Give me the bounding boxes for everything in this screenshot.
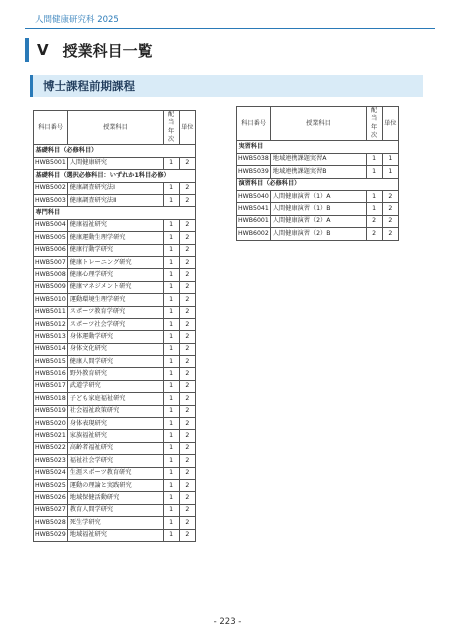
course-credits: 1	[382, 153, 398, 165]
course-code: HWB5022	[34, 442, 68, 454]
course-year: 1	[366, 153, 382, 165]
chapter-accent-bar	[25, 38, 29, 62]
course-year: 1	[366, 166, 382, 178]
course-credits: 2	[179, 244, 195, 256]
page-number: - 223 -	[213, 617, 242, 627]
table-row	[237, 191, 399, 203]
category-row	[34, 145, 196, 157]
course-credits: 2	[179, 467, 195, 479]
header-code: 科目番号	[34, 111, 68, 145]
table-row	[237, 203, 399, 215]
course-code: HWB5018	[34, 393, 68, 405]
table-row	[34, 430, 196, 442]
course-year: 1	[163, 455, 179, 467]
course-credits: 2	[179, 256, 195, 268]
course-year: 2	[366, 215, 382, 227]
course-name: 家族福祉研究	[68, 430, 163, 442]
course-year: 2	[366, 228, 382, 240]
course-name: 健康福祉研究	[68, 219, 163, 231]
table-row	[34, 256, 196, 268]
course-name: 高齢者福祉研究	[68, 442, 163, 454]
course-year: 1	[163, 504, 179, 516]
course-credits: 2	[179, 182, 195, 194]
course-code: HWB5017	[34, 380, 68, 392]
course-name: 野外教育研究	[68, 368, 163, 380]
course-name: 身体運動学研究	[68, 331, 163, 343]
table-row	[34, 467, 196, 479]
chapter-heading	[25, 38, 153, 62]
table-row	[34, 195, 196, 207]
course-credits: 2	[179, 479, 195, 491]
course-name: 地域保健活動研究	[68, 492, 163, 504]
course-year: 1	[163, 219, 179, 231]
course-name: スポーツ教育学研究	[68, 306, 163, 318]
course-code: HWB5009	[34, 281, 68, 293]
course-name: 身体表現研究	[68, 418, 163, 430]
course-code: HWB5012	[34, 318, 68, 330]
course-year: 1	[163, 479, 179, 491]
table-row	[34, 281, 196, 293]
course-year: 1	[163, 529, 179, 541]
chapter-number: V	[37, 41, 49, 59]
course-name: 死生学研究	[68, 517, 163, 529]
course-code: HWB5039	[237, 166, 271, 178]
section-title: 博士課程前期課程	[43, 79, 135, 93]
course-name: 健康人間学研究	[68, 356, 163, 368]
course-year: 1	[163, 269, 179, 281]
course-code: HWB5016	[34, 368, 68, 380]
course-code: HWB5011	[34, 306, 68, 318]
course-name: 人間健康研究	[68, 157, 163, 169]
category-row	[237, 178, 399, 190]
course-code: HWB6002	[237, 228, 271, 240]
header-year: 配当 年次	[163, 111, 179, 145]
course-name: 健康調査研究法Ⅱ	[68, 195, 163, 207]
category-row	[237, 141, 399, 153]
table-row	[34, 244, 196, 256]
table-row	[34, 294, 196, 306]
course-name: 人間健康演習（1）B	[271, 203, 366, 215]
course-code: HWB5001	[34, 157, 68, 169]
course-code: HWB5026	[34, 492, 68, 504]
section-accent-bar	[30, 75, 33, 97]
course-credits: 2	[179, 405, 195, 417]
header-year: 配当 年次	[366, 107, 382, 141]
running-header: 人間健康研究科 2025	[35, 15, 119, 25]
course-year: 1	[163, 343, 179, 355]
course-credits: 2	[179, 504, 195, 516]
table-row	[34, 393, 196, 405]
course-year: 1	[163, 442, 179, 454]
course-credits: 2	[179, 418, 195, 430]
course-credits: 1	[382, 166, 398, 178]
course-credits: 2	[179, 368, 195, 380]
course-name: 健康運動生理学研究	[68, 232, 163, 244]
table-row	[34, 269, 196, 281]
table-row	[34, 368, 196, 380]
course-year: 1	[163, 331, 179, 343]
course-name: 生涯スポーツ教育研究	[68, 467, 163, 479]
course-table-left	[33, 110, 196, 542]
course-year: 1	[163, 232, 179, 244]
course-name: 人間健康演習（2）A	[271, 215, 366, 227]
course-name: 地域福祉研究	[68, 529, 163, 541]
table-row	[34, 442, 196, 454]
course-name: 身体文化研究	[68, 343, 163, 355]
header-subject: 授業科目	[68, 111, 163, 145]
category-row	[34, 170, 196, 182]
course-year: 1	[163, 281, 179, 293]
course-credits: 2	[382, 191, 398, 203]
header-credits: 単位	[179, 111, 195, 145]
course-year: 1	[163, 244, 179, 256]
table-row	[34, 479, 196, 491]
chapter-title: 授業科目一覧	[62, 41, 153, 60]
table-row	[34, 343, 196, 355]
table-row	[34, 492, 196, 504]
course-name: 社会福祉政策研究	[68, 405, 163, 417]
course-name: 健康調査研究法Ⅰ	[68, 182, 163, 194]
course-name: 人間健康演習（1）A	[271, 191, 366, 203]
course-credits: 2	[179, 455, 195, 467]
course-name: 武道学研究	[68, 380, 163, 392]
table-row	[237, 215, 399, 227]
table-row	[34, 182, 196, 194]
table-row	[34, 356, 196, 368]
table-header-row	[237, 107, 399, 141]
category-row	[34, 207, 196, 219]
course-credits: 2	[179, 195, 195, 207]
table-row	[34, 306, 196, 318]
course-year: 1	[163, 294, 179, 306]
table-row	[34, 517, 196, 529]
course-credits: 2	[179, 492, 195, 504]
table-header-row	[34, 111, 196, 145]
table-row	[34, 219, 196, 231]
course-name: 運動の理論と実践研究	[68, 479, 163, 491]
course-credits: 2	[179, 269, 195, 281]
course-credits: 2	[382, 215, 398, 227]
course-year: 1	[163, 492, 179, 504]
course-credits: 2	[179, 219, 195, 231]
table-row	[34, 418, 196, 430]
course-code: HWB6001	[237, 215, 271, 227]
course-code: HWB5002	[34, 182, 68, 194]
course-code: HWB5005	[34, 232, 68, 244]
category-label: 基礎科目（選択必修科目：いずれか1科目必修）	[34, 170, 196, 182]
course-year: 1	[163, 157, 179, 169]
table-row	[34, 504, 196, 516]
course-credits: 2	[179, 517, 195, 529]
category-label: 演習科目（必修科目）	[237, 178, 399, 190]
course-code: HWB5029	[34, 529, 68, 541]
course-credits: 2	[179, 393, 195, 405]
course-code: HWB5014	[34, 343, 68, 355]
table-row	[237, 153, 399, 165]
course-code: HWB5024	[34, 467, 68, 479]
table-row	[34, 455, 196, 467]
course-year: 1	[163, 393, 179, 405]
course-code: HWB5008	[34, 269, 68, 281]
course-name: 人間健康演習（2）B	[271, 228, 366, 240]
category-label: 専門科目	[34, 207, 196, 219]
course-code: HWB5007	[34, 256, 68, 268]
course-code: HWB5019	[34, 405, 68, 417]
course-credits: 2	[179, 331, 195, 343]
category-label: 実習科目	[237, 141, 399, 153]
header-divider	[25, 28, 435, 29]
section-heading	[30, 75, 423, 97]
course-code: HWB5010	[34, 294, 68, 306]
course-year: 1	[163, 430, 179, 442]
table-row	[237, 228, 399, 240]
course-code: HWB5003	[34, 195, 68, 207]
header-credits: 単位	[382, 107, 398, 141]
course-name: 福祉社会学研究	[68, 455, 163, 467]
course-code: HWB5013	[34, 331, 68, 343]
course-name: 健康トレーニング研究	[68, 256, 163, 268]
course-year: 1	[163, 195, 179, 207]
course-table-right	[236, 106, 399, 241]
table-row	[34, 380, 196, 392]
course-credits: 2	[179, 294, 195, 306]
table-row	[34, 529, 196, 541]
course-credits: 2	[179, 380, 195, 392]
course-year: 1	[163, 380, 179, 392]
course-credits: 2	[382, 228, 398, 240]
course-year: 1	[163, 182, 179, 194]
course-year: 1	[163, 318, 179, 330]
course-code: HWB5040	[237, 191, 271, 203]
course-year: 1	[163, 306, 179, 318]
course-credits: 2	[382, 203, 398, 215]
course-year: 1	[366, 191, 382, 203]
course-year: 1	[163, 356, 179, 368]
course-name: 健康心理学研究	[68, 269, 163, 281]
course-name: スポーツ社会学研究	[68, 318, 163, 330]
table-row	[34, 318, 196, 330]
course-code: HWB5015	[34, 356, 68, 368]
course-code: HWB5006	[34, 244, 68, 256]
course-code: HWB5028	[34, 517, 68, 529]
course-code: HWB5004	[34, 219, 68, 231]
header-subject: 授業科目	[271, 107, 366, 141]
course-year: 1	[163, 467, 179, 479]
course-credits: 2	[179, 529, 195, 541]
course-name: 運動環境生理学研究	[68, 294, 163, 306]
course-code: HWB5025	[34, 479, 68, 491]
course-year: 1	[163, 256, 179, 268]
course-name: 地域連携課題実習A	[271, 153, 366, 165]
course-credits: 2	[179, 343, 195, 355]
course-year: 1	[163, 368, 179, 380]
header-code: 科目番号	[237, 107, 271, 141]
course-credits: 2	[179, 430, 195, 442]
course-name: 教育人間学研究	[68, 504, 163, 516]
course-credits: 2	[179, 232, 195, 244]
course-year: 1	[163, 405, 179, 417]
course-code: HWB5021	[34, 430, 68, 442]
course-name: 地域連携課題実習B	[271, 166, 366, 178]
category-label: 基礎科目（必修科目）	[34, 145, 196, 157]
course-year: 1	[366, 203, 382, 215]
course-name: 健康マネジメント研究	[68, 281, 163, 293]
course-credits: 2	[179, 157, 195, 169]
table-row	[34, 157, 196, 169]
course-credits: 2	[179, 281, 195, 293]
course-credits: 2	[179, 356, 195, 368]
course-name: 子ども家庭福祉研究	[68, 393, 163, 405]
table-row	[34, 232, 196, 244]
course-code: HWB5020	[34, 418, 68, 430]
course-code: HWB5038	[237, 153, 271, 165]
table-row	[237, 166, 399, 178]
course-year: 1	[163, 418, 179, 430]
course-code: HWB5041	[237, 203, 271, 215]
course-name: 健康行動学研究	[68, 244, 163, 256]
course-code: HWB5027	[34, 504, 68, 516]
table-row	[34, 405, 196, 417]
table-row	[34, 331, 196, 343]
course-credits: 2	[179, 318, 195, 330]
course-credits: 2	[179, 306, 195, 318]
course-code: HWB5023	[34, 455, 68, 467]
course-year: 1	[163, 517, 179, 529]
course-credits: 2	[179, 442, 195, 454]
